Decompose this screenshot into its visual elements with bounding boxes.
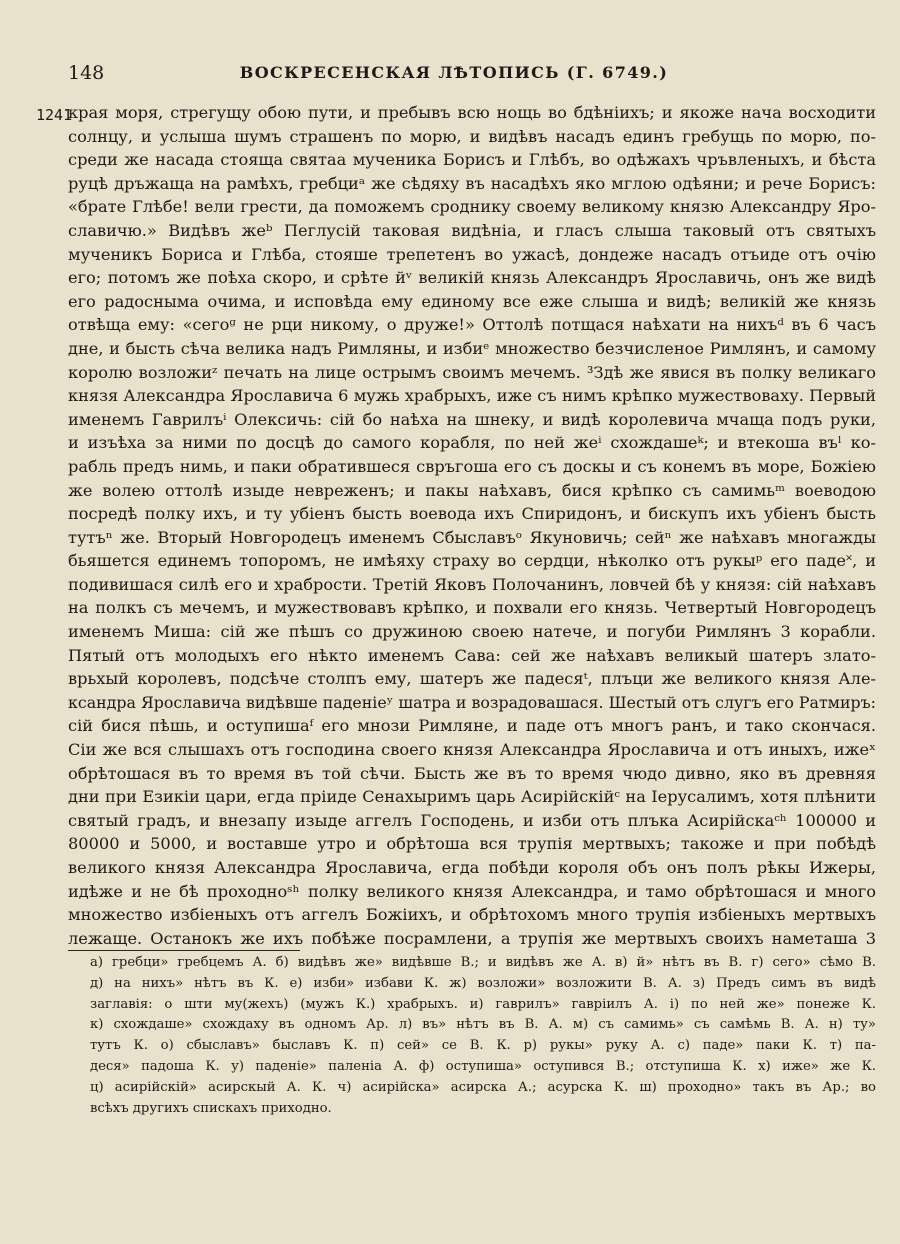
- text-line: дне, и бысть сѣча велика надъ Римляны, и избиᵉ множество безчисленое Римлянъ, и самому: [68, 338, 876, 358]
- text-line: князя Александра Ярославича 6 мужь храбрыхъ, иже съ нимъ крѣпко мужествоваху. Первый: [68, 386, 876, 406]
- page-number: 148: [68, 62, 105, 84]
- text-line: 80000 и 5000, и воставше утро и обрѣтоша вся трупiя мертвыхъ; такожe и при побѣдѣ: [68, 834, 876, 854]
- text-line: бьяшется единемъ топоромъ, не имѣяху страху во сердци, нѣколко отъ рукыᵖ его паде˟, и: [68, 551, 876, 571]
- text-line: подивишася силѣ его и храбрости. Третiй Яковъ Полочанинъ, ловчей бѣ у князя: сiй наѣхавъ: [68, 574, 876, 594]
- text-line: Пятый отъ молодыхъ его нѣкто именемъ Сава: сей же наѣхавъ великый шатеръ злато-: [68, 645, 876, 665]
- text-line: королю возложиᶻ печать на лице острымъ своимъ мечемъ. ³Здѣ же явися въ полку великаго: [68, 362, 876, 382]
- text-line: тутъⁿ же. Вторый Новгородецъ именемъ Сбыславъᵒ Якуновичь; сейⁿ же наѣхавъ многажды: [68, 527, 876, 547]
- text-line: края моря, стрегущу обою пути, и пребывъ всю нощь во бдѣнiихъ; и якоже нача восходити: [68, 103, 876, 122]
- text-line: Сiи же вся слышахъ отъ господина своего князя Александра Ярославича и отъ иныхъ, ижеˣ: [68, 740, 876, 760]
- text-line: рабль предъ нимь, и паки обратившеся свръгоша его съ доскы и съ конемъ въ море, Божiею: [68, 456, 876, 476]
- footnote-line: д) на нихъ» нѣтъ въ К. е) изби» избави К. ж) возложи» возложити В. А. з) Предъ симъ въ видѣ: [90, 975, 876, 991]
- text-line: святый градъ, и внезапу изыде аггелъ Господень, и изби отъ плъка Асирiйскаᶜʰ 100000 и: [68, 810, 876, 830]
- footnote-line: а) гребци» гребцемъ А. б) видѣвъ же» видѣвше В.; и видѣвъ же А. в) й» нѣтъ въ В. г) сего» сѣмо В.: [90, 955, 876, 970]
- text-line: «брате Глѣбе! вели грести, да поможемъ сроднику своему великому князю Александру Яро-: [68, 197, 876, 217]
- text-line: сiй бися пѣшь, и оступишаᶠ его мнози Римляне, и паде отъ многъ ранъ, и тако скончася.: [68, 716, 876, 736]
- text-line: врьхый королевъ, подсѣче столпъ ему, шатеръ же падесяᵗ, плъци же великого князя Але-: [68, 669, 876, 689]
- text-line: руцѣ дръжаща на рамѣхъ, гребциᵃ же сѣдяху въ насадѣхъ яко мглою одѣяни; и рече Борисъ:: [68, 173, 876, 193]
- footnote-line: деся» падоша К. у) паденiе» паленiа А. ф) оступиша» оступився В.; отступиша К. х) иже» же К.: [90, 1058, 876, 1074]
- footnote-line: заглавiя: о шти му(жехъ) (мужъ К.) храбрыхъ. и) гаврилъ» гаврiилъ А. i) по ней же» понеже К.: [90, 996, 876, 1012]
- text-line: идѣже и не бѣ проходноˢʰ полку великого князя Александра, и тамо обрѣтошася и много: [68, 881, 876, 901]
- footnotes-block: [90, 953, 876, 1119]
- text-line: лежаще. Останокъ же ихъ побѣже посрамлени, а трупiя же мертвыхъ своихъ наметаша 3: [68, 928, 876, 948]
- text-line: на полкъ съ мечемъ, и мужествовавъ крѣпко, и похвали его князь. Четвертый Новгородецъ: [68, 598, 876, 618]
- footnote-line: ц) асирiйскiй» асирскый А. К. ч) асирiйска» асирска А.; асурска К. ш) проходно» такъ въ Ар.; во: [90, 1079, 876, 1095]
- page-header: [68, 62, 840, 88]
- text-line: его радосныма очима, и исповѣда ему единому все еже слыша и видѣ; великiй же князь: [68, 291, 876, 311]
- footnote-line: всѣхъ другихъ спискахъ приходно.: [90, 1100, 332, 1116]
- text-line: среди же насада стояща святаа мученика Борисъ и Глѣбъ, во одѣжахъ чръвленыхъ, и бѣста: [68, 150, 876, 170]
- text-line: именемъ Миша: сiй же пѣшъ со дружиною своею натече, и погуби Римлянъ 3 корабли.: [68, 622, 876, 642]
- text-line: обрѣтошася въ то время въ той сѣчи. Бысть же въ то время чюдо дивно, яко въ древняя: [68, 763, 876, 783]
- main-text-body: [68, 101, 876, 950]
- text-line: и изъѣха за ними по досцѣ до самого корабля, по ней жеⁱ схождашеᵏ; и втекоша въˡ ко-: [68, 433, 876, 453]
- footnote-line: к) схождаше» схождаху въ одномъ Ар. л) въ» нѣтъ въ В. А. м) съ самимь» съ самѣмь В. А. н) ту»: [90, 1017, 876, 1033]
- text-line: ксандра Ярославича видѣвше паденiеʸ шатра и возрадовашася. Шестый отъ слугъ его Ратмиръ:: [68, 692, 876, 712]
- text-line: великого князя Александра Ярославича, егда побѣди короля объ онъ полъ рѣкы Ижеры,: [68, 858, 876, 877]
- footnote-line: тутъ К. о) сбыславъ» быславъ К. п) сей» се В. К. р) рукы» руку А. с) паде» паки К. т) па-: [90, 1038, 876, 1054]
- text-line: солнцу, и услыша шумъ страшенъ по морю, и видѣвъ насадъ единъ гребущь по морю, по-: [68, 126, 876, 146]
- text-line: отвѣща ему: «сегоᵍ не рци никому, о друже!» Оттолѣ потщася наѣхати на нихъᵈ въ 6 часъ: [68, 315, 876, 335]
- text-line: славичю.» Видѣвъ жеᵇ Пеглусiй таковая видѣнiа, и гласъ слыша таковый отъ святыхъ: [68, 220, 876, 240]
- text-line: множество избiеныхъ отъ аггелъ Божiихъ, и обрѣтохомъ много трупiя избiеныхъ мертвыхъ: [68, 905, 876, 925]
- text-line: же волею оттолѣ изыде невреженъ; и пакы наѣхавъ, бися крѣпко съ самимьᵐ воеводою: [68, 480, 876, 500]
- text-line: его; потомъ же поѣха скоро, и срѣте йᵛ великiй князь Александръ Ярославичь, онъ же видѣ: [68, 268, 876, 288]
- text-line: дни при Езикiи цари, егда прiиде Сенахыримъ царь Асирiйскiйᶜ на Iерусалимъ, хотя плѣнити: [68, 787, 876, 807]
- text-line: именемъ Гаврилъⁱ Олексичь: сiй бо наѣха на шнеку, и видѣ королевича мчаща подъ руки,: [68, 409, 876, 429]
- text-line: посредѣ полку ихъ, и ту убiенъ бысть воевода ихъ Спиридонъ, и бискупъ ихъ убiенъ бысть: [68, 504, 876, 524]
- margin-year: 1241: [36, 106, 73, 124]
- running-title: ВОСКРЕСЕНСКАЯ ЛѢТОПИСЬ (Г. 6749.): [239, 63, 669, 82]
- footnote-divider: [68, 950, 300, 951]
- text-line: мученикъ Бориса и Глѣба, стояше трепетенъ во ужасѣ, дондеже насадъ отъиде отъ очiю: [68, 244, 876, 264]
